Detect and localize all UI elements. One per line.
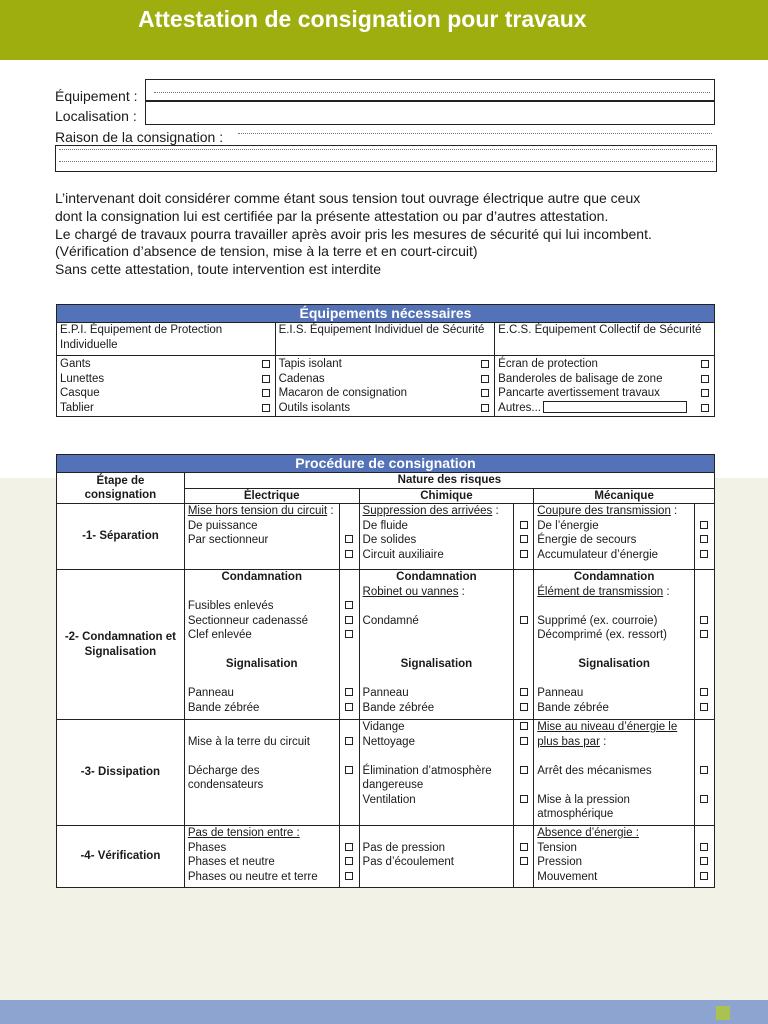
checkbox[interactable]: [520, 795, 528, 803]
checkbox[interactable]: [520, 521, 528, 529]
eis-header: E.I.S. Équipement Individuel de Sécurité: [275, 323, 495, 356]
checkbox[interactable]: [345, 843, 353, 851]
checkbox[interactable]: [700, 630, 708, 638]
checkbox[interactable]: [345, 703, 353, 711]
equipement-field[interactable]: [145, 79, 715, 101]
col-chimique: Chimique: [359, 488, 534, 504]
checkbox[interactable]: [262, 389, 270, 397]
list-item: Pancarte avertissement travaux: [498, 386, 711, 401]
checkbox[interactable]: [481, 360, 489, 368]
procedure-table: Procédure de consignation Étape de consignation Nature des risques Électrique Chimique Mécanique -1- Séparation Mise hors tension du circuit : De puissance Par sectionneur Suppression des arrivées : De fluide De solides Circuit auxiliaire Coupure des transmission : De l’énergie Énergie de secours Accumulateur d’énergie -2- Condamnation et Signalisation Condamnation Fusibles enlevés Sectionneur cadenassé Clef enlevée Signalisation Panneau Bande zébrée Condamnation Robinet ou vannes : Condamné Signalisation Panneau Bande zébrée Condamnation Élément de transmission : Supprimé (ex. courroie) Décomprimé (ex. ressort) Signalisation Panneau Bande zébrée -3- Dissipation Mise à la terre du circuit Décharge des condensateurs Vidange Nettoyage Élimination d’atmosphère dangereuse Ventilation Mise au niveau d’énergie le plus bas par : Arrêt des mécanismes Mise à la pression atmosphérique -4- Vérification Pas de tension entre : Phases Phases et neutre Phases ou neutre et terre Pas de pression Pas d’écoulement Absence d’énergie : Tension Pression Mouvement: [56, 454, 715, 888]
list-item: Outils isolants: [279, 401, 492, 416]
checkbox[interactable]: [700, 872, 708, 880]
nature-header: Nature des risques: [184, 473, 714, 489]
intro-line: (Vérification d’absence de tension, mise à la terre et en court-circuit): [55, 243, 478, 260]
checkbox[interactable]: [700, 795, 708, 803]
checkbox[interactable]: [700, 766, 708, 774]
checkbox[interactable]: [520, 688, 528, 696]
list-item: Écran de protection: [498, 357, 711, 372]
checkbox[interactable]: [481, 389, 489, 397]
step-verification: -4- Vérification: [57, 826, 185, 888]
list-item: Cadenas: [279, 372, 492, 387]
footer-bar: [0, 1000, 768, 1024]
checkbox[interactable]: [345, 688, 353, 696]
step-separation: -1- Séparation: [57, 504, 185, 570]
equipment-title: Équipements nécessaires: [57, 305, 715, 323]
raison-field[interactable]: [55, 145, 717, 172]
checkbox[interactable]: [520, 616, 528, 624]
intro-line: Sans cette attestation, toute intervention est interdite: [55, 261, 382, 278]
procedure-title: Procédure de consignation: [57, 455, 715, 473]
col-electrique: Électrique: [184, 488, 359, 504]
checkbox[interactable]: [262, 375, 270, 383]
autres-input[interactable]: [543, 401, 687, 413]
page-title: Attestation de consignation pour travaux: [138, 6, 587, 32]
checkbox[interactable]: [520, 737, 528, 745]
equipement-label: Équipement :: [55, 88, 138, 104]
localisation-field[interactable]: [145, 101, 715, 125]
checkbox[interactable]: [345, 535, 353, 543]
checkbox[interactable]: [520, 766, 528, 774]
checkbox[interactable]: [520, 535, 528, 543]
intro-line: L’intervenant doit considérer comme étant sous tension tout ouvrage électrique autre que ceux: [55, 190, 641, 206]
col-mecanique: Mécanique: [534, 488, 715, 504]
list-item: Tapis isolant: [279, 357, 492, 372]
list-item: Banderoles de balisage de zone: [498, 372, 711, 387]
list-item: Autres...: [498, 401, 711, 416]
checkbox[interactable]: [345, 737, 353, 745]
checkbox[interactable]: [481, 375, 489, 383]
title-banner: [0, 0, 768, 60]
checkbox[interactable]: [262, 360, 270, 368]
checkbox[interactable]: [701, 360, 709, 368]
list-item: Macaron de consignation: [279, 386, 492, 401]
checkbox[interactable]: [345, 616, 353, 624]
checkbox[interactable]: [262, 404, 270, 412]
checkbox[interactable]: [700, 703, 708, 711]
checkbox[interactable]: [345, 601, 353, 609]
checkbox[interactable]: [345, 872, 353, 880]
localisation-label: Localisation :: [55, 108, 137, 124]
checkbox[interactable]: [700, 550, 708, 558]
checkbox[interactable]: [700, 521, 708, 529]
intro-line: dont la consignation lui est certifiée par la présente attestation ou par d’autres attestation.: [55, 207, 609, 224]
list-item: Lunettes: [60, 372, 272, 387]
checkbox[interactable]: [345, 766, 353, 774]
list-item: Casque: [60, 386, 272, 401]
ecs-header: E.C.S. Équipement Collectif de Sécurité: [495, 323, 715, 356]
checkbox[interactable]: [345, 630, 353, 638]
checkbox[interactable]: [700, 688, 708, 696]
checkbox[interactable]: [700, 535, 708, 543]
list-item: Gants: [60, 357, 272, 372]
step-condamnation: -2- Condamnation et Signalisation: [57, 570, 185, 720]
equipment-table: [56, 304, 715, 417]
intro-line: Le chargé de travaux pourra travailler après avoir pris les mesures de sécurité qui lui incombent.: [55, 225, 652, 242]
epi-header: E.P.I. Équipement de Protection Individuelle: [57, 323, 276, 356]
checkbox[interactable]: [520, 550, 528, 558]
checkbox[interactable]: [700, 857, 708, 865]
checkbox[interactable]: [481, 404, 489, 412]
checkbox[interactable]: [701, 404, 709, 412]
raison-dotline[interactable]: [238, 133, 712, 134]
step-dissipation: -3- Dissipation: [57, 720, 185, 826]
checkbox[interactable]: [700, 843, 708, 851]
checkbox[interactable]: [700, 616, 708, 624]
footer-square-icon: [716, 1006, 730, 1020]
checkbox[interactable]: [520, 722, 528, 730]
checkbox[interactable]: [520, 703, 528, 711]
raison-label: Raison de la consignation :: [55, 129, 224, 145]
list-item: Tablier: [60, 401, 272, 416]
checkbox[interactable]: [520, 843, 528, 851]
checkbox[interactable]: [701, 389, 709, 397]
step-header: Étape de consignation: [57, 473, 185, 504]
checkbox[interactable]: [345, 550, 353, 558]
checkbox[interactable]: [701, 375, 709, 383]
intro-paragraph: [55, 190, 735, 279]
checkbox[interactable]: [345, 857, 353, 865]
checkbox[interactable]: [520, 857, 528, 865]
